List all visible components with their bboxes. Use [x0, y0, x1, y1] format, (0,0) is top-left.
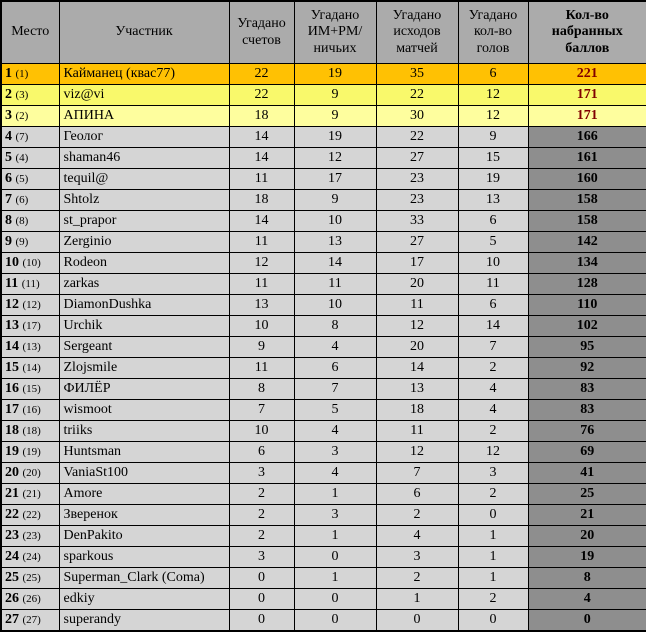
place-number: 12 [5, 297, 19, 312]
guessed-goals-cell: 3 [458, 463, 528, 484]
total-points-cell: 41 [528, 463, 646, 484]
place-cell [1, 505, 59, 526]
table-row [1, 190, 646, 211]
guessed-im-rm-draws-cell: 10 [294, 295, 376, 316]
place-cell [1, 106, 59, 127]
place-cell [1, 568, 59, 589]
guessed-goals-cell: 1 [458, 547, 528, 568]
guessed-outcomes-cell: 4 [376, 526, 458, 547]
total-points-cell: 25 [528, 484, 646, 505]
participant-cell: Huntsman [59, 442, 229, 463]
total-points-cell: 166 [528, 127, 646, 148]
place-number: 4 [5, 129, 12, 144]
guessed-im-rm-draws-cell: 10 [294, 211, 376, 232]
place-cell [1, 610, 59, 632]
total-points-cell: 171 [528, 85, 646, 106]
guessed-scores-cell: 14 [229, 148, 294, 169]
total-points-cell: 110 [528, 295, 646, 316]
col-header-guessed-outcomes: Угадано исходов матчей [376, 1, 458, 64]
total-points-cell: 69 [528, 442, 646, 463]
guessed-goals-cell: 7 [458, 337, 528, 358]
table-row [1, 169, 646, 190]
table-row [1, 568, 646, 589]
col-header-participant: Участник [59, 1, 229, 64]
place-cell [1, 337, 59, 358]
total-points-cell: 83 [528, 400, 646, 421]
participant-cell: ФИЛЁР [59, 379, 229, 400]
col-header-guessed-goals: Угадано кол-во голов [458, 1, 528, 64]
place-cell [1, 400, 59, 421]
participant-cell: st_prapor [59, 211, 229, 232]
guessed-scores-cell: 11 [229, 169, 294, 190]
guessed-goals-cell: 0 [458, 610, 528, 632]
total-points-cell: 21 [528, 505, 646, 526]
table-row [1, 232, 646, 253]
total-points-cell: 19 [528, 547, 646, 568]
participant-cell: shaman46 [59, 148, 229, 169]
previous-place: (1) [15, 68, 29, 80]
guessed-im-rm-draws-cell: 6 [294, 358, 376, 379]
header-row [1, 1, 646, 64]
participant-cell: DiamonDushka [59, 295, 229, 316]
guessed-goals-cell: 11 [458, 274, 528, 295]
guessed-outcomes-cell: 35 [376, 64, 458, 85]
place-number: 8 [5, 213, 12, 228]
total-points-cell: 158 [528, 190, 646, 211]
total-points-cell: 8 [528, 568, 646, 589]
guessed-goals-cell: 12 [458, 106, 528, 127]
total-points-cell: 76 [528, 421, 646, 442]
place-cell [1, 589, 59, 610]
guessed-goals-cell: 5 [458, 232, 528, 253]
previous-place: (13) [22, 341, 41, 353]
guessed-im-rm-draws-cell: 17 [294, 169, 376, 190]
place-number: 10 [5, 255, 19, 270]
table-header [1, 1, 646, 64]
previous-place: (14) [22, 362, 41, 374]
guessed-im-rm-draws-cell: 12 [294, 148, 376, 169]
participant-cell: Superman_Clark (Coma) [59, 568, 229, 589]
participant-cell: wismoot [59, 400, 229, 421]
previous-place: (11) [21, 278, 40, 290]
guessed-outcomes-cell: 22 [376, 85, 458, 106]
participant-cell: zarkas [59, 274, 229, 295]
previous-place: (3) [15, 89, 29, 101]
previous-place: (25) [22, 572, 41, 584]
guessed-outcomes-cell: 23 [376, 169, 458, 190]
guessed-goals-cell: 2 [458, 589, 528, 610]
previous-place: (23) [22, 530, 41, 542]
place-cell [1, 526, 59, 547]
table-row [1, 589, 646, 610]
guessed-outcomes-cell: 11 [376, 421, 458, 442]
guessed-im-rm-draws-cell: 19 [294, 64, 376, 85]
previous-place: (10) [22, 257, 41, 269]
place-number: 26 [5, 591, 19, 606]
guessed-outcomes-cell: 0 [376, 610, 458, 632]
total-points-cell: 128 [528, 274, 646, 295]
total-points-cell: 142 [528, 232, 646, 253]
guessed-scores-cell: 22 [229, 85, 294, 106]
table-row [1, 85, 646, 106]
participant-cell: Urchik [59, 316, 229, 337]
place-number: 5 [5, 150, 12, 165]
previous-place: (15) [22, 383, 41, 395]
guessed-im-rm-draws-cell: 14 [294, 253, 376, 274]
place-cell [1, 190, 59, 211]
guessed-goals-cell: 15 [458, 148, 528, 169]
previous-place: (21) [22, 488, 41, 500]
participant-cell: Кайманец (квас77) [59, 64, 229, 85]
guessed-im-rm-draws-cell: 19 [294, 127, 376, 148]
participant-cell: viz@vi [59, 85, 229, 106]
guessed-goals-cell: 1 [458, 568, 528, 589]
place-number: 24 [5, 549, 19, 564]
previous-place: (7) [15, 131, 29, 143]
guessed-goals-cell: 6 [458, 64, 528, 85]
place-number: 17 [5, 402, 19, 417]
participant-cell: triiks [59, 421, 229, 442]
participant-cell: Sergeant [59, 337, 229, 358]
table-row [1, 463, 646, 484]
participant-cell: DenPakito [59, 526, 229, 547]
guessed-im-rm-draws-cell: 4 [294, 337, 376, 358]
guessed-scores-cell: 14 [229, 127, 294, 148]
guessed-im-rm-draws-cell: 7 [294, 379, 376, 400]
col-header-guessed-im-rm-draws: Угадано ИМ+РМ/ ничьих [294, 1, 376, 64]
guessed-im-rm-draws-cell: 4 [294, 421, 376, 442]
guessed-im-rm-draws-cell: 1 [294, 484, 376, 505]
table-row [1, 547, 646, 568]
guessed-goals-cell: 6 [458, 211, 528, 232]
participant-cell: tequil@ [59, 169, 229, 190]
table-row [1, 211, 646, 232]
table-row [1, 148, 646, 169]
guessed-outcomes-cell: 1 [376, 589, 458, 610]
previous-place: (20) [22, 467, 41, 479]
previous-place: (5) [15, 173, 29, 185]
guessed-outcomes-cell: 12 [376, 442, 458, 463]
standings-tbody [1, 64, 646, 632]
previous-place: (6) [15, 194, 29, 206]
guessed-goals-cell: 9 [458, 127, 528, 148]
previous-place: (19) [22, 446, 41, 458]
guessed-scores-cell: 2 [229, 526, 294, 547]
guessed-im-rm-draws-cell: 11 [294, 274, 376, 295]
table-row [1, 484, 646, 505]
guessed-im-rm-draws-cell: 1 [294, 568, 376, 589]
guessed-goals-cell: 4 [458, 400, 528, 421]
guessed-goals-cell: 10 [458, 253, 528, 274]
guessed-outcomes-cell: 3 [376, 547, 458, 568]
place-number: 11 [5, 276, 19, 291]
guessed-scores-cell: 2 [229, 484, 294, 505]
participant-cell: sparkous [59, 547, 229, 568]
guessed-goals-cell: 2 [458, 358, 528, 379]
participant-cell: Зверенок [59, 505, 229, 526]
guessed-outcomes-cell: 17 [376, 253, 458, 274]
guessed-scores-cell: 11 [229, 274, 294, 295]
guessed-im-rm-draws-cell: 5 [294, 400, 376, 421]
total-points-cell: 221 [528, 64, 646, 85]
place-number: 22 [5, 507, 19, 522]
place-number: 19 [5, 444, 19, 459]
place-number: 13 [5, 318, 19, 333]
place-cell [1, 421, 59, 442]
table-row [1, 127, 646, 148]
place-number: 16 [5, 381, 19, 396]
guessed-outcomes-cell: 27 [376, 148, 458, 169]
table-row [1, 442, 646, 463]
guessed-outcomes-cell: 20 [376, 337, 458, 358]
total-points-cell: 0 [528, 610, 646, 632]
guessed-im-rm-draws-cell: 8 [294, 316, 376, 337]
table-row [1, 316, 646, 337]
guessed-im-rm-draws-cell: 0 [294, 547, 376, 568]
participant-cell: Zlojsmile [59, 358, 229, 379]
guessed-scores-cell: 18 [229, 106, 294, 127]
guessed-scores-cell: 3 [229, 463, 294, 484]
guessed-goals-cell: 13 [458, 190, 528, 211]
table-row [1, 253, 646, 274]
total-points-cell: 92 [528, 358, 646, 379]
place-cell [1, 64, 59, 85]
table-row [1, 400, 646, 421]
guessed-im-rm-draws-cell: 13 [294, 232, 376, 253]
table-row [1, 379, 646, 400]
participant-cell: Zerginio [59, 232, 229, 253]
guessed-outcomes-cell: 30 [376, 106, 458, 127]
place-number: 27 [5, 612, 19, 627]
guessed-outcomes-cell: 6 [376, 484, 458, 505]
guessed-scores-cell: 6 [229, 442, 294, 463]
place-cell [1, 379, 59, 400]
guessed-scores-cell: 0 [229, 610, 294, 632]
previous-place: (26) [22, 593, 41, 605]
total-points-cell: 4 [528, 589, 646, 610]
total-points-cell: 102 [528, 316, 646, 337]
place-cell [1, 463, 59, 484]
table-row [1, 64, 646, 85]
guessed-outcomes-cell: 12 [376, 316, 458, 337]
guessed-goals-cell: 19 [458, 169, 528, 190]
place-number: 18 [5, 423, 19, 438]
guessed-outcomes-cell: 2 [376, 568, 458, 589]
guessed-scores-cell: 0 [229, 568, 294, 589]
guessed-goals-cell: 14 [458, 316, 528, 337]
col-header-total-points: Кол-во набранных баллов [528, 1, 646, 64]
participant-cell: Shtolz [59, 190, 229, 211]
previous-place: (22) [22, 509, 41, 521]
guessed-outcomes-cell: 20 [376, 274, 458, 295]
place-number: 15 [5, 360, 19, 375]
participant-cell: Геолог [59, 127, 229, 148]
guessed-scores-cell: 13 [229, 295, 294, 316]
participant-cell: АПИНА [59, 106, 229, 127]
place-cell [1, 169, 59, 190]
place-number: 9 [5, 234, 12, 249]
table-row [1, 337, 646, 358]
place-cell [1, 442, 59, 463]
participant-cell: VaniaSt100 [59, 463, 229, 484]
guessed-goals-cell: 6 [458, 295, 528, 316]
table-row [1, 526, 646, 547]
place-cell [1, 253, 59, 274]
previous-place: (27) [22, 614, 41, 626]
participant-cell: edkiy [59, 589, 229, 610]
guessed-outcomes-cell: 33 [376, 211, 458, 232]
place-number: 21 [5, 486, 19, 501]
guessed-scores-cell: 18 [229, 190, 294, 211]
total-points-cell: 158 [528, 211, 646, 232]
place-number: 6 [5, 171, 12, 186]
total-points-cell: 95 [528, 337, 646, 358]
total-points-cell: 20 [528, 526, 646, 547]
guessed-im-rm-draws-cell: 1 [294, 526, 376, 547]
place-cell [1, 547, 59, 568]
guessed-outcomes-cell: 22 [376, 127, 458, 148]
guessed-im-rm-draws-cell: 9 [294, 85, 376, 106]
guessed-scores-cell: 14 [229, 211, 294, 232]
guessed-scores-cell: 10 [229, 316, 294, 337]
table-row [1, 421, 646, 442]
guessed-scores-cell: 22 [229, 64, 294, 85]
place-cell [1, 232, 59, 253]
place-number: 25 [5, 570, 19, 585]
guessed-outcomes-cell: 23 [376, 190, 458, 211]
guessed-scores-cell: 3 [229, 547, 294, 568]
previous-place: (18) [22, 425, 41, 437]
guessed-goals-cell: 0 [458, 505, 528, 526]
place-number: 7 [5, 192, 12, 207]
table-row [1, 505, 646, 526]
guessed-outcomes-cell: 2 [376, 505, 458, 526]
guessed-scores-cell: 0 [229, 589, 294, 610]
previous-place: (12) [22, 299, 41, 311]
guessed-scores-cell: 12 [229, 253, 294, 274]
previous-place: (17) [22, 320, 41, 332]
previous-place: (24) [22, 551, 41, 563]
place-number: 3 [5, 108, 12, 123]
col-header-guessed-scores: Угадано счетов [229, 1, 294, 64]
guessed-im-rm-draws-cell: 4 [294, 463, 376, 484]
table-row [1, 274, 646, 295]
previous-place: (4) [15, 152, 29, 164]
table-row [1, 358, 646, 379]
guessed-scores-cell: 11 [229, 358, 294, 379]
guessed-goals-cell: 12 [458, 85, 528, 106]
participant-cell: Amore [59, 484, 229, 505]
guessed-goals-cell: 2 [458, 484, 528, 505]
previous-place: (2) [15, 110, 29, 122]
col-header-place: Место [1, 1, 59, 64]
guessed-scores-cell: 11 [229, 232, 294, 253]
place-cell [1, 127, 59, 148]
guessed-im-rm-draws-cell: 3 [294, 505, 376, 526]
total-points-cell: 160 [528, 169, 646, 190]
guessed-im-rm-draws-cell: 9 [294, 190, 376, 211]
previous-place: (9) [15, 236, 29, 248]
previous-place: (16) [22, 404, 41, 416]
guessed-scores-cell: 9 [229, 337, 294, 358]
guessed-im-rm-draws-cell: 3 [294, 442, 376, 463]
place-cell [1, 274, 59, 295]
table-row [1, 610, 646, 632]
previous-place: (8) [15, 215, 29, 227]
place-cell [1, 211, 59, 232]
participant-cell: Rodeon [59, 253, 229, 274]
place-number: 23 [5, 528, 19, 543]
total-points-cell: 83 [528, 379, 646, 400]
guessed-goals-cell: 4 [458, 379, 528, 400]
guessed-goals-cell: 12 [458, 442, 528, 463]
place-cell [1, 484, 59, 505]
place-cell [1, 295, 59, 316]
guessed-outcomes-cell: 18 [376, 400, 458, 421]
table-row [1, 295, 646, 316]
guessed-im-rm-draws-cell: 0 [294, 610, 376, 632]
place-number: 1 [5, 66, 12, 81]
guessed-outcomes-cell: 13 [376, 379, 458, 400]
place-cell [1, 148, 59, 169]
place-number: 2 [5, 87, 12, 102]
place-number: 20 [5, 465, 19, 480]
guessed-scores-cell: 2 [229, 505, 294, 526]
guessed-goals-cell: 2 [458, 421, 528, 442]
guessed-scores-cell: 7 [229, 400, 294, 421]
guessed-scores-cell: 8 [229, 379, 294, 400]
guessed-outcomes-cell: 11 [376, 295, 458, 316]
guessed-outcomes-cell: 14 [376, 358, 458, 379]
place-number: 14 [5, 339, 19, 354]
place-cell [1, 316, 59, 337]
guessed-goals-cell: 1 [458, 526, 528, 547]
total-points-cell: 134 [528, 253, 646, 274]
place-cell [1, 358, 59, 379]
participant-cell: superandy [59, 610, 229, 632]
total-points-cell: 161 [528, 148, 646, 169]
total-points-cell: 171 [528, 106, 646, 127]
guessed-im-rm-draws-cell: 9 [294, 106, 376, 127]
place-cell [1, 85, 59, 106]
guessed-outcomes-cell: 27 [376, 232, 458, 253]
guessed-im-rm-draws-cell: 0 [294, 589, 376, 610]
table-row [1, 106, 646, 127]
guessed-outcomes-cell: 7 [376, 463, 458, 484]
guessed-scores-cell: 10 [229, 421, 294, 442]
